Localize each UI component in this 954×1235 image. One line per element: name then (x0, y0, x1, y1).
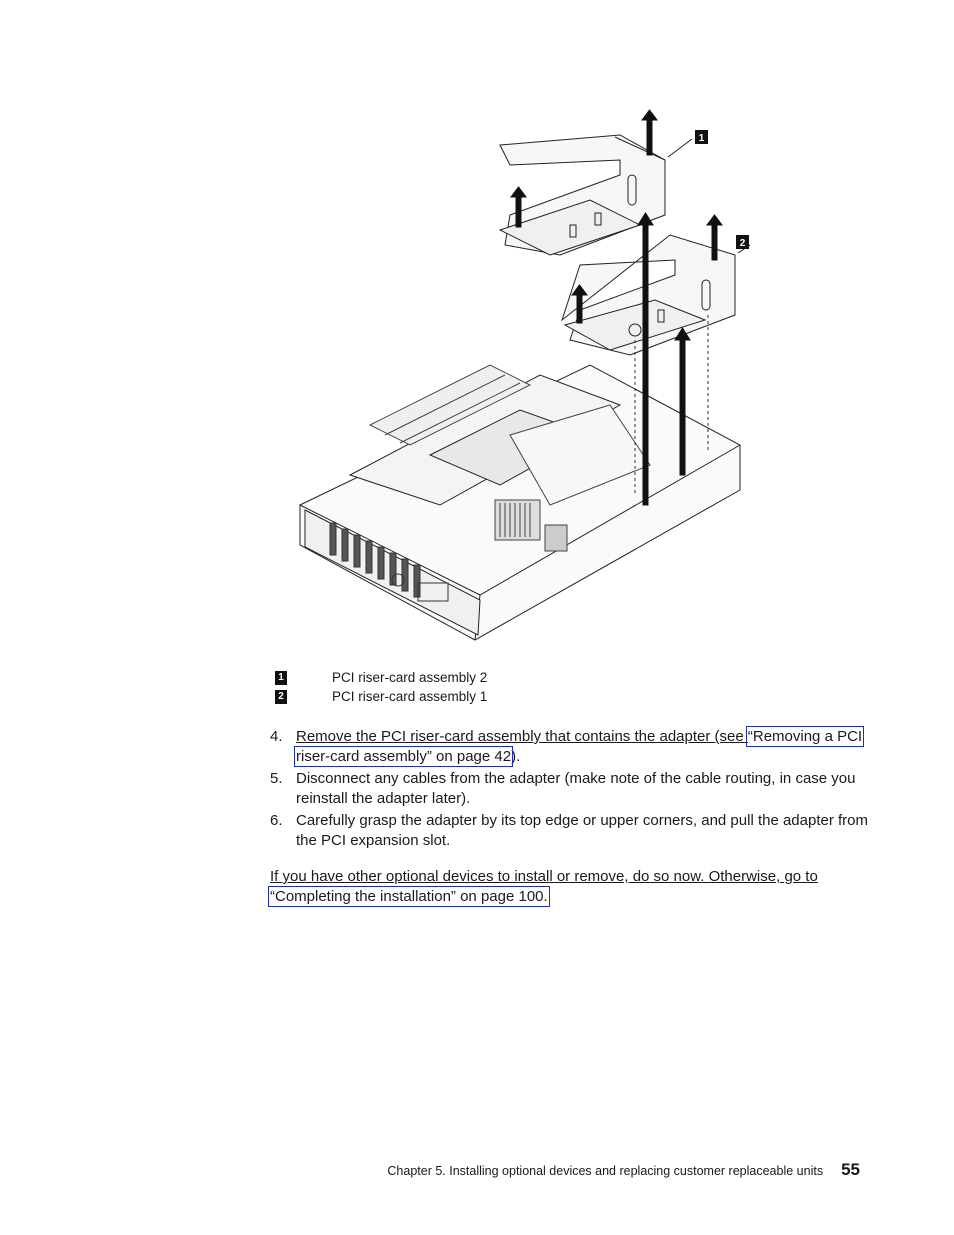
step-text: Carefully grasp the adapter by its top edge or upper corners, and pull the adapter from the PCI expansion slot. (296, 812, 868, 849)
step-4 (270, 727, 870, 766)
legend-callout-number: 1 (275, 671, 287, 685)
callout-2-marker (736, 235, 749, 249)
removing-riser-link[interactable]: “Removing a PCI riser-card assembly” on page 42 (296, 728, 863, 765)
step-number: 6. (270, 812, 283, 829)
procedure-steps (270, 727, 870, 853)
legend-callout-number: 2 (275, 690, 287, 704)
riser-card-removal-illustration (290, 105, 750, 655)
step-6 (270, 811, 870, 850)
step-4-closing: ). (511, 747, 521, 765)
legend-description: PCI riser-card assembly 1 (332, 689, 488, 704)
step-number: 5. (270, 770, 283, 787)
step-text: Disconnect any cables from the adapter (make note of the cable routing, in case you reinstall the adapter later). (296, 770, 856, 807)
legend-description: PCI riser-card assembly 2 (332, 670, 488, 685)
callout-1-label: 1 (698, 133, 705, 144)
step-number: 4. (270, 728, 283, 745)
callout-legend (275, 668, 675, 706)
chapter-title: Chapter 5. Installing optional devices and replacing customer replaceable units (387, 1164, 824, 1178)
legend-row (275, 668, 675, 687)
page-footer (382, 1160, 860, 1180)
closing-paragraph (270, 867, 870, 906)
server-chassis (300, 365, 740, 640)
callout-2-label: 2 (739, 238, 746, 249)
step-text (296, 727, 870, 766)
completing-installation-link[interactable]: “Completing the installation” on page 100. (270, 887, 548, 905)
step-4-text: Remove the PCI riser-card assembly that contains the adapter (see (296, 728, 748, 745)
step-5 (270, 769, 870, 808)
legend-row (275, 687, 675, 706)
closing-text: If you have other optional devices to install or remove, do so now. Otherwise, go to (270, 868, 818, 885)
callout-1-marker (695, 130, 708, 144)
page-number: 55 (841, 1160, 860, 1179)
